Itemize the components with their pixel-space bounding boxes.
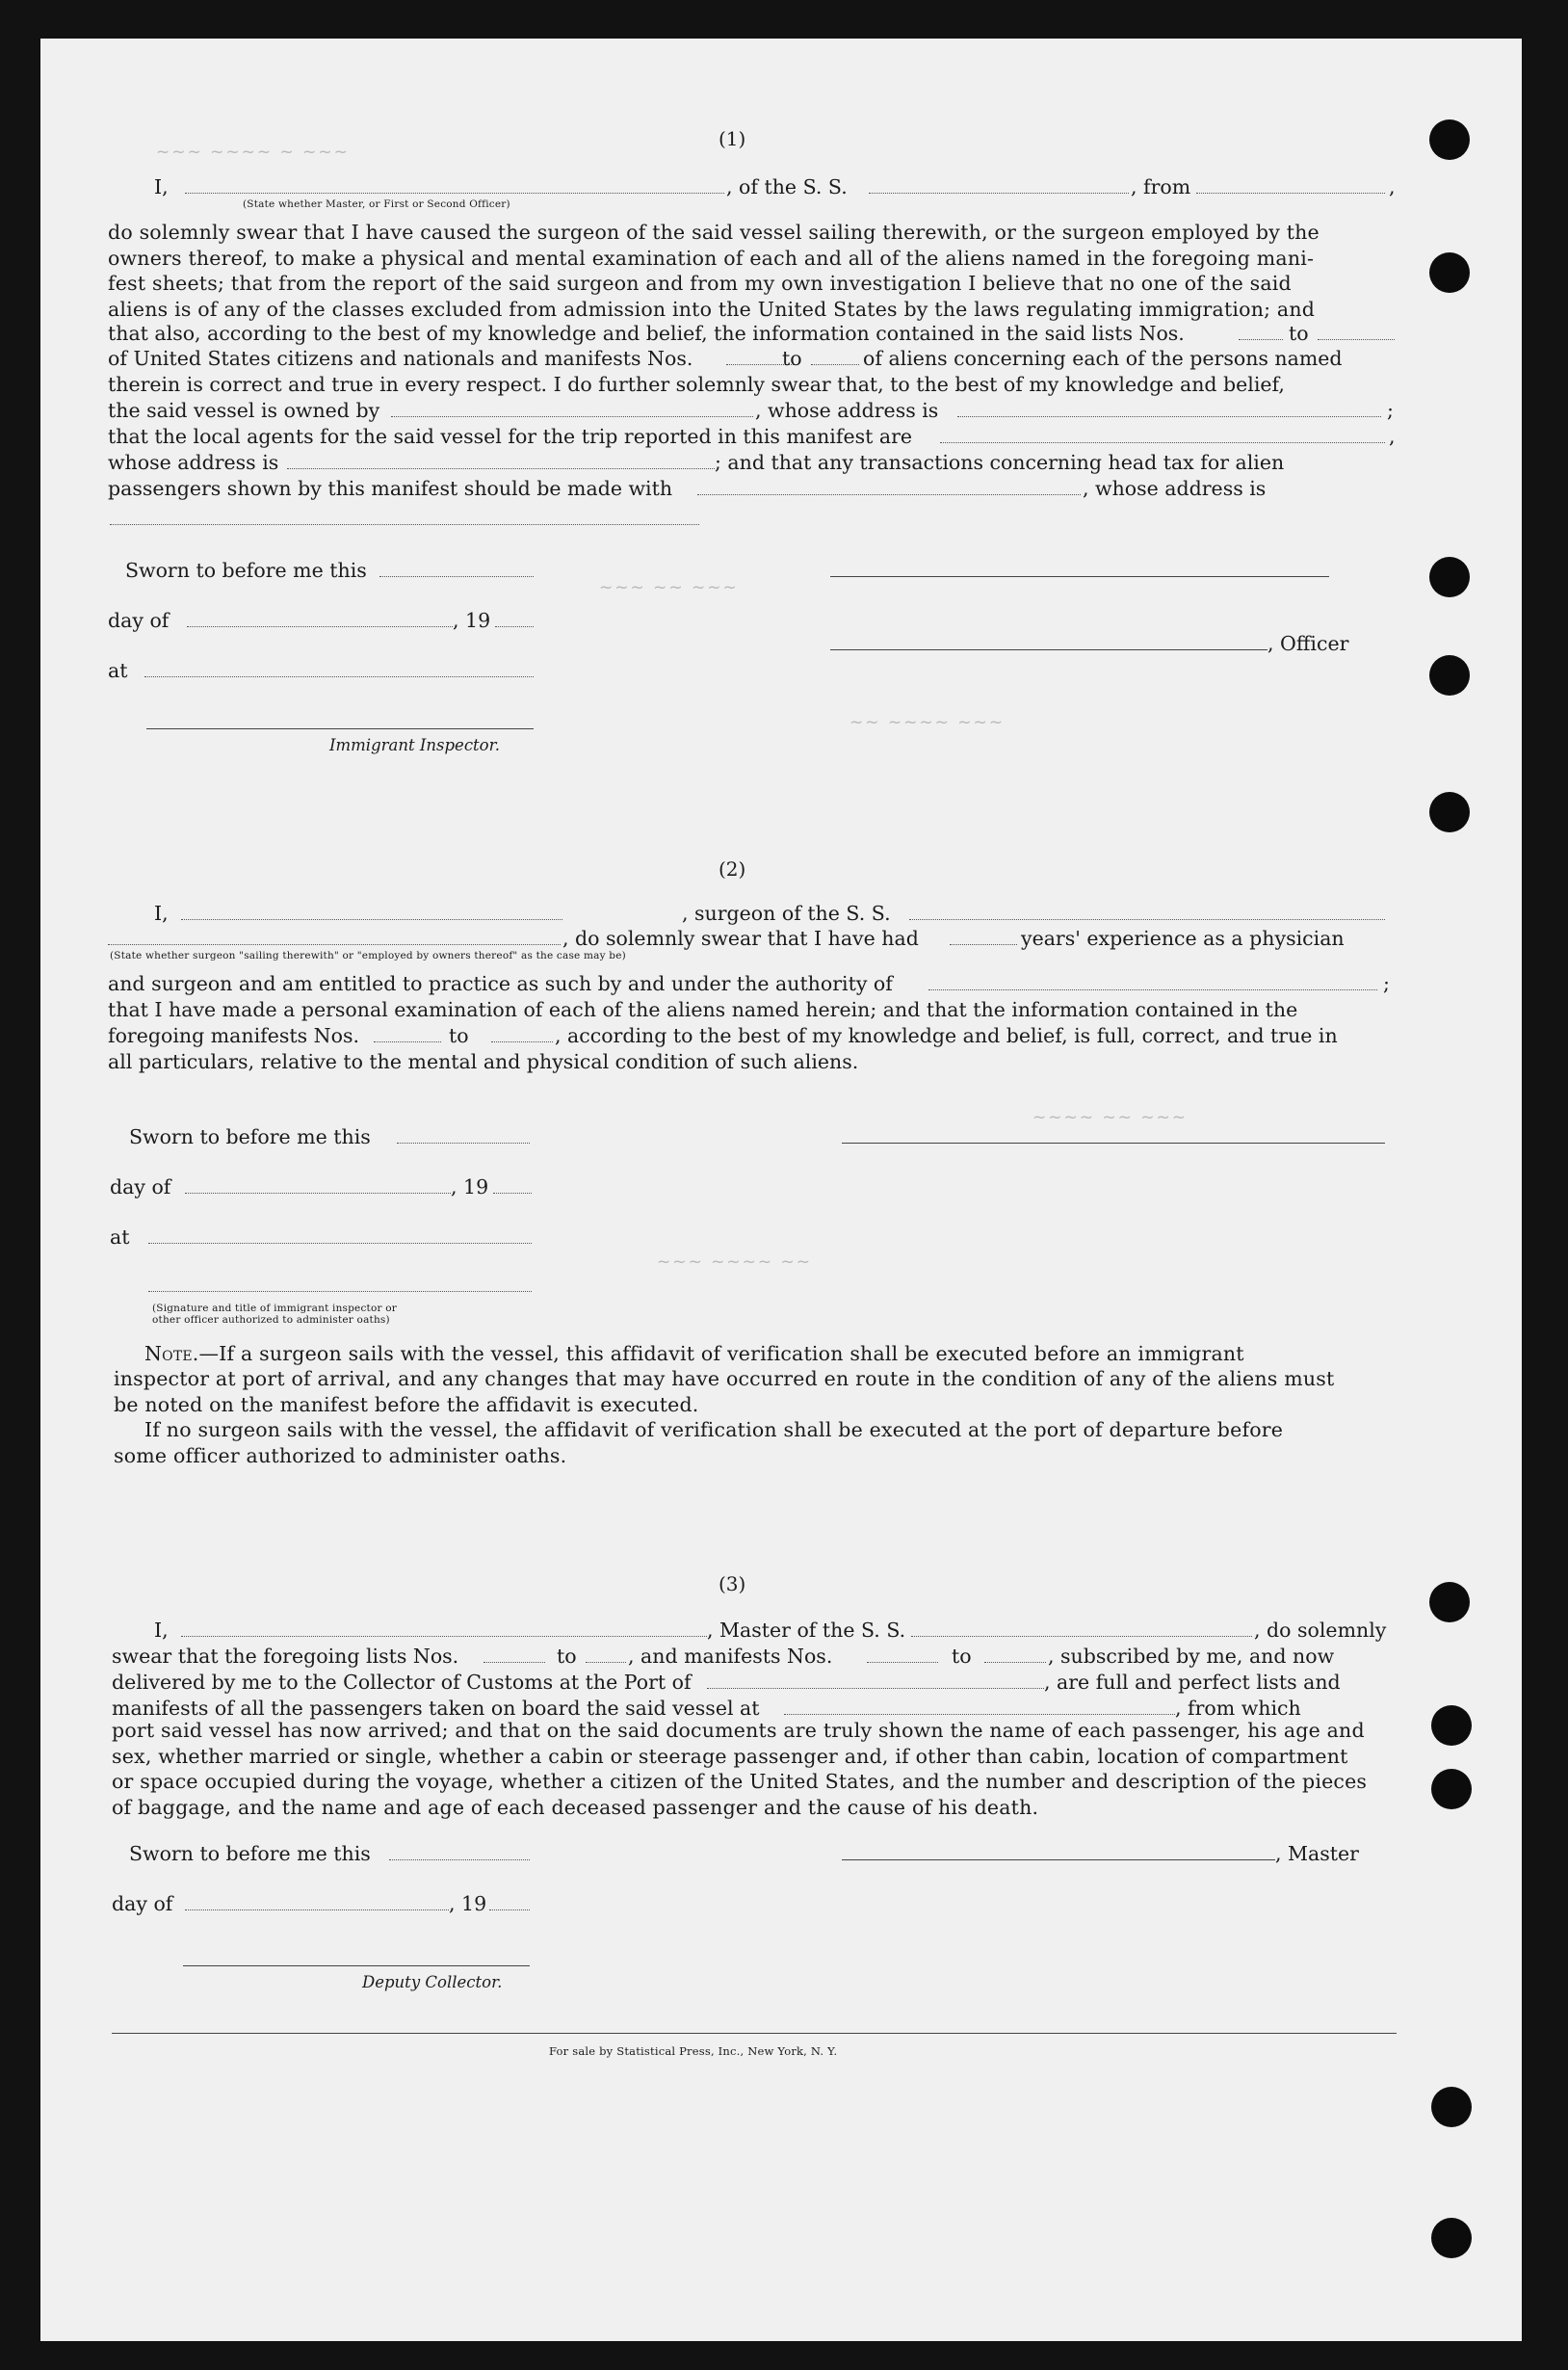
text-line: aliens is of any of the classes excluded from admission into the United States by the laws regulating immigration; and [108, 297, 1316, 321]
year-field[interactable] [489, 1909, 530, 1910]
month-field[interactable] [185, 1909, 449, 1910]
sworn-label: Sworn to before me this [129, 1125, 371, 1148]
years-experience-label: years' experience as a physician [1021, 927, 1345, 950]
punch-hole [1429, 792, 1470, 832]
master-label: , Master [1275, 1842, 1359, 1865]
and-manifests-label: , and manifests Nos. [628, 1645, 833, 1668]
text-line: owners thereof, to make a physical and mental examination of each and all of the aliens named in the foregoing mani- [108, 246, 1315, 270]
i-label: I, [154, 175, 169, 198]
deputy-signature-line[interactable] [183, 1965, 530, 1966]
year-field[interactable] [495, 626, 534, 627]
to-label: to [1289, 322, 1309, 345]
section-number: (3) [719, 1572, 746, 1595]
punch-hole [1429, 1582, 1470, 1622]
master-vessel-field[interactable] [911, 1636, 1252, 1637]
sworn-day-field[interactable] [389, 1859, 530, 1860]
surgeon-of-label: , surgeon of the S. S. [682, 902, 891, 925]
text-line: of baggage, and the name and age of each deceased passenger and the cause of his death. [112, 1795, 1039, 1819]
manifests-of-label: manifests of all the passengers taken on board the said vessel at [112, 1697, 760, 1720]
punch-hole [1429, 252, 1470, 293]
personal-exam-text: that I have made a personal examination of each of the aliens named herein; and that the information contained in the [108, 998, 1298, 1021]
month-field[interactable] [185, 1193, 451, 1194]
vessel-name-field[interactable] [869, 193, 1129, 194]
manifests-to-field[interactable] [491, 1041, 553, 1042]
text-line: —If a surgeon sails with the vessel, this affidavit of verification shall be executed before an immigrant [198, 1342, 1244, 1365]
at-place-field[interactable] [148, 1243, 532, 1244]
comma: , [1389, 425, 1396, 448]
text-line: be noted on the manifest before the affidavit is executed. [114, 1392, 699, 1416]
bleed-through-mark: ~~~ ~~ ~~~ [599, 578, 739, 597]
month-field[interactable] [187, 626, 453, 627]
of-the-ss-label: , of the S. S. [726, 175, 848, 198]
manifests-to-field[interactable] [811, 364, 859, 365]
manifests-from-field[interactable] [867, 1662, 938, 1663]
manifests-from-field[interactable] [374, 1041, 441, 1042]
master-of-label: , Master of the S. S. [707, 1619, 906, 1642]
citizens-label: of United States citizens and nationals and manifests Nos. [108, 347, 693, 370]
footer-rule [112, 2033, 1397, 2034]
to-label: to [449, 1024, 469, 1047]
sworn-day-field[interactable] [379, 576, 534, 577]
year-label: , 19 [449, 1892, 487, 1915]
comma: , [1389, 175, 1396, 198]
officer-signature-line[interactable] [830, 576, 1329, 577]
to-label: to [782, 347, 802, 370]
officer-signature-line[interactable] [830, 649, 1267, 650]
bleed-through-mark: ~~~ ~~~~ ~~ [657, 1252, 813, 1272]
punch-hole [1431, 2218, 1472, 2258]
note-paragraph [114, 1341, 1397, 1468]
year-label: , 19 [453, 609, 491, 632]
surgeon-name-field[interactable] [181, 919, 562, 920]
passengers-label: passengers shown by this manifest should be made with [108, 477, 673, 500]
local-agents-field[interactable] [940, 442, 1385, 443]
bleed-through-mark: ~~~~ ~~ ~~~ [1032, 1108, 1189, 1127]
lists-from-field[interactable] [1239, 339, 1283, 340]
lists-nos-label: that also, according to the best of my knowledge and belief, the information contained in the said lists Nos. [108, 322, 1185, 345]
punch-hole [1429, 655, 1470, 696]
text-line: or space occupied during the voyage, whether a citizen of the United States, and the number and description of the pieces [112, 1770, 1368, 1794]
text-line: do solemnly swear that I have caused the surgeon of the said vessel sailing therewith, or the surgeon employed by the [108, 221, 1320, 244]
manifest-page [40, 39, 1522, 2341]
from-which-label: , from which [1175, 1697, 1301, 1720]
to-label: to [952, 1645, 972, 1668]
manifests-to-field[interactable] [984, 1662, 1046, 1663]
sworn-label: Sworn to before me this [129, 1842, 371, 1865]
owner-address-field[interactable] [957, 416, 1381, 417]
signature-caption: (Signature and title of immigrant inspector or [152, 1303, 397, 1314]
head-tax-address-field[interactable] [110, 524, 699, 525]
section-number: (2) [719, 857, 746, 881]
master-name-field[interactable] [181, 1636, 707, 1637]
agents-address-field[interactable] [287, 468, 715, 469]
lists-to-field[interactable] [586, 1662, 626, 1663]
do-solemnly-label: , do solemnly [1254, 1619, 1387, 1642]
punch-hole [1431, 1705, 1472, 1746]
inspector-signature-line[interactable] [146, 728, 534, 729]
whose-address-label: , whose address is [755, 399, 939, 422]
from-label: , from [1131, 175, 1191, 198]
at-place-field[interactable] [144, 676, 534, 677]
authority-field[interactable] [928, 989, 1377, 990]
oath-paragraph-3 [112, 1718, 1397, 1820]
at-label: at [110, 1225, 130, 1249]
bleed-through-mark: ~~~ ~~~~ ~ ~~~ [156, 143, 350, 162]
port-field[interactable] [707, 1688, 1044, 1689]
owner-field[interactable] [391, 416, 753, 417]
surgeon-vessel-field[interactable] [909, 919, 1385, 920]
punch-hole [1431, 1769, 1472, 1809]
bleed-through-mark: ~~ ~~~~ ~~~ [849, 713, 1006, 732]
surgeon-signature-line[interactable] [842, 1143, 1385, 1144]
years-field[interactable] [950, 944, 1017, 945]
semicolon: ; [1387, 399, 1394, 422]
i-label: I, [154, 902, 169, 925]
punch-hole [1429, 557, 1470, 597]
text-line: port said vessel has now arrived; and that on the said documents are truly shown the name of each passenger, his age and [112, 1719, 1365, 1742]
officer-name-field[interactable] [185, 193, 724, 194]
text-line: inspector at port of arrival, and any changes that may have occurred en route in the condition of any of the aliens must [114, 1367, 1335, 1391]
lists-to-field[interactable] [1318, 339, 1395, 340]
swear-lists-label: swear that the foregoing lists Nos. [112, 1645, 459, 1668]
signature-title-field[interactable] [148, 1291, 532, 1292]
authority-label: and surgeon and am entitled to practice as such by and under the authority of [108, 972, 893, 995]
day-of-label: day of [112, 1892, 173, 1915]
particulars-text: all particulars, relative to the mental and physical condition of such aliens. [108, 1050, 859, 1073]
according-text: , according to the best of my knowledge and belief, is full, correct, and true in [555, 1024, 1338, 1047]
day-of-label: day of [108, 609, 170, 632]
whose-address-label: , whose address is [1083, 477, 1267, 500]
subscribed-label: , subscribed by me, and now [1048, 1645, 1335, 1668]
day-of-label: day of [110, 1175, 171, 1198]
whose-address-label: whose address is [108, 451, 279, 474]
field-caption: (State whether surgeon "sailing therewith" or "employed by owners thereof" as the case may be) [110, 950, 626, 961]
delivered-label: delivered by me to the Collector of Customs at the Port of [112, 1671, 692, 1694]
officer-label: , Officer [1267, 632, 1349, 655]
year-label: , 19 [451, 1175, 489, 1198]
sworn-label: Sworn to before me this [125, 559, 367, 582]
manifests-label: foregoing manifests Nos. [108, 1024, 359, 1047]
owned-by-label: the said vessel is owned by [108, 399, 380, 422]
text-line: some officer authorized to administer oaths. [114, 1443, 567, 1467]
text-line: If no surgeon sails with the vessel, the affidavit of verification shall be executed at the port of departure before [144, 1418, 1284, 1442]
master-signature-line[interactable] [842, 1859, 1275, 1860]
inspector-caption: Immigrant Inspector. [329, 736, 500, 754]
departure-port-field[interactable] [784, 1714, 1175, 1715]
correct-statement: therein is correct and true in every respect. I do further solemnly swear that, to the best of my knowledge and belief, [108, 373, 1285, 396]
section-number: (1) [719, 127, 746, 150]
footer-imprint: For sale by Statistical Press, Inc., New York, N. Y. [549, 2044, 838, 2058]
punch-hole [1429, 119, 1470, 160]
year-field[interactable] [493, 1193, 532, 1194]
at-label: at [108, 659, 128, 682]
signature-caption: other officer authorized to administer oaths) [152, 1314, 390, 1326]
oath-paragraph-1 [108, 220, 1397, 322]
text-line: fest sheets; that from the report of the said surgeon and from my own investigation I believe that no one of the said [108, 272, 1292, 296]
punch-hole [1431, 2087, 1472, 2127]
deputy-caption: Deputy Collector. [362, 1973, 503, 1991]
sworn-day-field[interactable] [397, 1143, 530, 1144]
text-line: sex, whether married or single, whether a cabin or steerage passenger and, if other than cabin, location of compartment [112, 1744, 1348, 1768]
from-port-field[interactable] [1196, 193, 1385, 194]
do-solemnly-label: , do solemnly swear that I have had [562, 927, 919, 950]
note-label: Note. [144, 1342, 199, 1365]
head-tax-label: ; and that any transactions concerning head tax for alien [715, 451, 1285, 474]
lists-from-field[interactable] [483, 1662, 545, 1663]
i-label: I, [154, 1619, 169, 1642]
full-perfect-label: , are full and perfect lists and [1044, 1671, 1341, 1694]
local-agents-label: that the local agents for the said vessel for the trip reported in this manifest are [108, 425, 913, 448]
semicolon: ; [1383, 972, 1390, 995]
aliens-concerning-label: of aliens concerning each of the persons named [863, 347, 1343, 370]
surgeon-title-field[interactable] [108, 944, 561, 945]
field-caption: (State whether Master, or First or Second Officer) [243, 198, 510, 210]
to-label: to [557, 1645, 577, 1668]
head-tax-agent-field[interactable] [697, 494, 1081, 495]
